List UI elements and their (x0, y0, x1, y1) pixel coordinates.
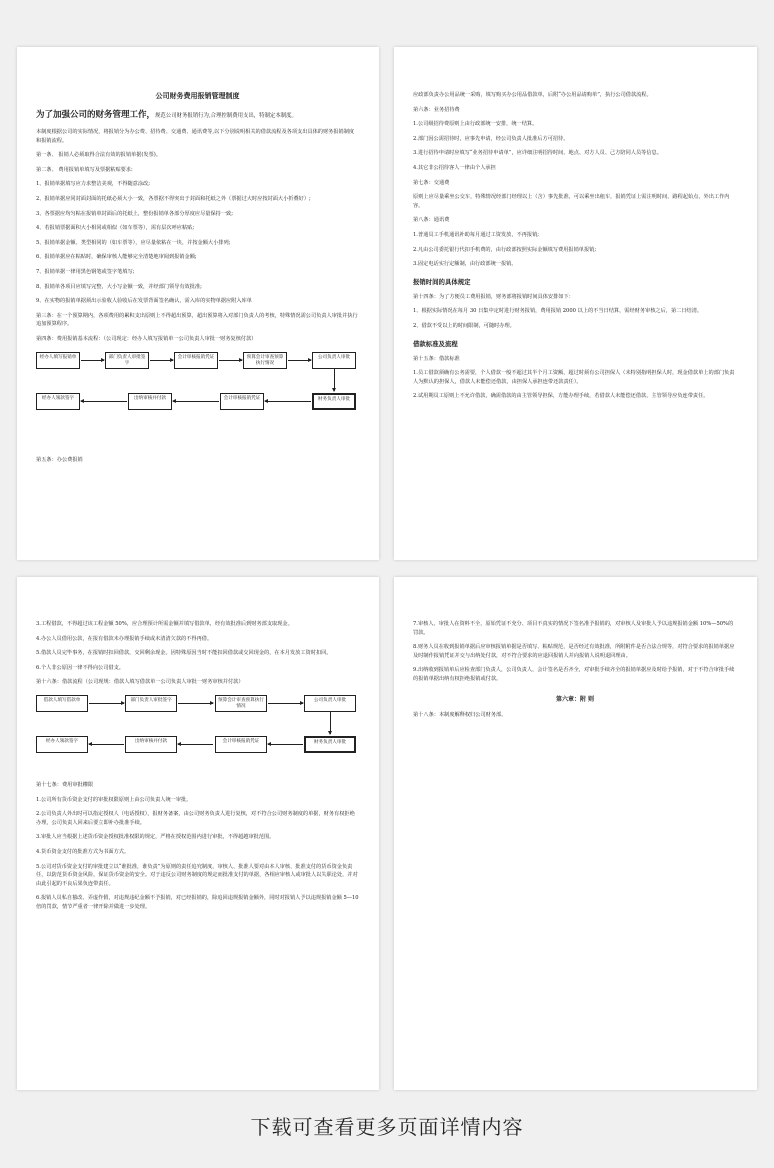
reimbursement-flowchart (36, 350, 359, 416)
paragraph: 4.货币资金支付的批准方式为书面方式。 (36, 848, 130, 855)
intro-paragraph: 为了加强公司的财务管理工作，规范公司财务报销行为,合理控制费用支出，特制定本制度。 (36, 110, 297, 120)
chapter-heading: 第六章：附 则 (555, 695, 595, 703)
paragraph: 3.审批人应当根据上述货币资金授权批准权限的规定，严格在授权范围内进行审批，不得超越审批范围。 (36, 834, 275, 841)
flow-step-box: 预算会计审查预算执行情况 (215, 695, 267, 712)
paragraph: 9、在实物的报销单据须出示验收人验收后在发票背面签名确认，需入库的实物单据应附入库单 (36, 298, 252, 305)
flow-arrow (268, 744, 303, 745)
page-2-body-b (413, 293, 737, 331)
download-more-prompt[interactable]: 下载可查看更多页面详情内容 (250, 1115, 524, 1139)
document-title: 公司财务费用报销管理制度 (155, 91, 240, 100)
flow-arrow (178, 744, 213, 745)
page-2-body-c (413, 355, 737, 401)
flow-step-box: 出纳审核并付款 (128, 393, 172, 410)
flow-step-box: 公司负责人审批 (304, 695, 356, 712)
paragraph: 第七条：交通费 (413, 179, 450, 186)
page-3-body-b (36, 781, 359, 912)
document-page-4 (394, 577, 757, 1090)
paragraph: 第十八条：本制度解释权归公司财务部。 (413, 711, 507, 718)
paragraph: 第三条：在一个预算期内，各项费用的累积支出原则上不得超出预算，超出预算将入对部门负责人的考核，特殊情况需公司负责人审批并执行追加预算程序。 (36, 312, 358, 328)
paragraph: 7、报销单据一律用黑色钢笔或签字笔填写; (36, 268, 135, 275)
paragraph: 5、报销单据金额、类型相同的（如车票等），应尽量依粘在一块，并按金额大小排列; (36, 239, 231, 246)
flow-step-box: 借款人填写借款单 (36, 695, 88, 712)
paragraph: 3、各票据应均匀粘在报销单封面后的托纸上，整份报销单各部分厚度应尽量保持一致; (36, 210, 233, 217)
paragraph: 2.部门因公需招待时，应事先申请，经公司负责人批准后方可招待。 (413, 135, 569, 142)
paragraph: 第六条：业务招待费 (413, 106, 460, 113)
paragraph: 6.个人非公原因一律不得向公司借支。 (36, 664, 124, 671)
section-heading: 第五条：办公费报销 (36, 456, 83, 463)
paragraph: 3.固定电话实行定额制，由行政部统一报销。 (413, 261, 517, 268)
section-heading: 报销时间的具体规定 (413, 277, 471, 286)
flow-arrow (265, 401, 311, 402)
paragraph: 第二条、 费用报销单填写及票据粘贴要求: (36, 166, 133, 173)
flow-arrow (150, 360, 173, 361)
paragraph: 第十四条：为了方便员工费用报销，财务部将报销时间具体安排如下： (413, 293, 574, 300)
paragraph: 1、报销单据填写应力求整洁美观，不得随意涂改; (36, 181, 150, 188)
flow-arrow-down (330, 712, 331, 734)
paragraph: 4、若报销票据面积大小相同或相似（如车票等），需有层次呼应粘贴; (36, 225, 195, 232)
flow-step-box: 公司负责人审批 (312, 352, 356, 369)
paragraph: 4.其它非公招待客人一律由个人承担 (413, 164, 496, 171)
paragraph: 1、根据实际情况在每月 30 日集中定时进行财务报销，费用报销 2000 以上的不当日结算，需经财务审核之后，第二日结清。 (413, 308, 703, 315)
loan-flowchart (36, 693, 359, 759)
flow-arrow (173, 401, 219, 402)
document-page-1 (17, 47, 379, 560)
paragraph: 8、报销单各项目应填写完整，大小写金额一致，并经部门领导有效批准; (36, 283, 202, 290)
document-page-2 (394, 47, 757, 560)
paragraph: 2、借款不受以上的时间限制，可随时办理。 (413, 322, 515, 329)
document-page-3 (17, 577, 379, 1090)
paragraph: 第十七条：费用审批權限 (36, 781, 94, 788)
paragraph: 1.公司级招待费原则上由行政部统一安排，统一结算。 (413, 121, 538, 128)
flow-step-box: 会计审核报销凭证 (215, 736, 267, 753)
paragraph: 3.工程借款，不得超过该工程金额 50%，应合理预计所需金额并填写借款单，经有效批准后到财务部支取现金。 (36, 621, 293, 627)
flow-step-box: 经办人领款签字 (36, 393, 80, 410)
flow-step-box: 财务负责人审批 (312, 393, 356, 410)
flow-step-box: 会计审核报销凭证 (220, 393, 264, 410)
page-1-body (36, 128, 359, 344)
paragraph: 3.进行招待申请时应填写“业务招待申请单”，应详细注明招待时间、地点、对方人员、己方陪同人员等信息。 (413, 150, 662, 157)
paragraph: 5.公司对货币资金支付的审批建立以“谁批准，谁负责”为原则的责任追究制度，审核人、批准人要对由本人审核、批准支付的货币资金负责任，以防范货币资金风险，保证货币资金的安全。对于违反公司财务制度的规定而批准支付的单据，各相应审核人或审批人以失职论处，并对由此引起的不良后果负连带责任。 (36, 863, 358, 887)
flow-step-box: 预算会计审查预算执行情况 (243, 352, 287, 369)
page-3-body-a (36, 620, 359, 687)
paragraph: 第十五条：借款标准 (413, 355, 460, 362)
flow-arrow (81, 401, 127, 402)
paragraph: 6、报销单据应在粘贴时，确保审核人能够完全清楚地审阅到报销金额; (36, 254, 197, 261)
paragraph: 1.普通员工手机通讯补助每月通过工资发放，不再报销; (413, 231, 540, 238)
flow-arrow (89, 703, 124, 704)
paragraph: 2.凡由公司委托银行代扣手机费的，由行政部按照实际金额填写费用报销单报销; (413, 246, 597, 253)
section-heading: 借款标准及流程 (413, 339, 458, 348)
flow-step-box: 出纳审核并付款 (125, 736, 177, 753)
flow-arrow (268, 703, 303, 704)
paragraph: 第一条、 报销人必须取得合法有效的报销单据(发票)。 (36, 152, 162, 159)
flow-step-box: 经办人填写报销单 (36, 352, 80, 369)
paragraph: 2.公司负责人外出时可以指定授权人（电话授权），报财务备案，由公司财务负责人进行复核，对不符合公司财务制度的单据，财务有权拒绝办理，公司负责人回来后要立即补办批准手续。 (36, 811, 355, 826)
page-2-body-a (413, 91, 737, 269)
flow-arrow (81, 360, 104, 361)
paragraph: 应政部负责办公用品统一采购，填写购买办公用品借款单，后附“办公用品请购单”，执行公司借款流程。 (413, 92, 652, 98)
paragraph: 2.试用期员工原则上不允许借款，确需借款的由主管领导担保，方能办理手续，若借款人未能偿还借款，主管领导应负连带责任。 (413, 393, 709, 400)
paragraph: 1.员工借款须确有公务需要，个人借款一般不超过其半个月工资额，超过时须有公司担保人（未特别指明担保人时，现金借款单上的部门负责人为默认的担保人，借款人未能偿还借款，由担保人承担连带还款责任）。 (413, 370, 735, 385)
paragraph: 1.公司所有货币资金支付的审批权限原则上由公司负责人统一审批。 (36, 796, 192, 803)
paragraph: 第八条：通讯费 (413, 217, 450, 224)
flow-arrow (288, 360, 311, 361)
paragraph: 8.财务人员在收到报销单据后应审核报销单据是否填写、粘贴规范，是否经过有效批准，所附附件是否合法合规等，对符合要求的报销单据应及时制作报销凭证并交与出纳处付款，对不符合要求的应退回报销人并向报销人说明退回理由。 (413, 644, 735, 659)
paragraph: 5.借款人员完毕事务，在报销时扣回借款，交回剩余现金。因特殊原因当时不能扣回借款或交回现金的，在本月发放工资时扣回。 (36, 650, 332, 657)
paragraph: 7.审核人、审批人在资料不全，原始凭证不充分、项目不真实的情况下签名准予报销的，对审核人及审批人予以违规报销金额 10%—50%的罚款。 (413, 621, 734, 636)
page-4-body (413, 620, 737, 684)
paragraph: 原则上应尽量乘坐公交车，特殊情况经部门经理以上（含）事先批准，可以乘坐出租车，报销凭证上需注明时间、路程起始点，外出工作内容。 (413, 194, 730, 209)
paragraph: 第十六条：借款流程（公司现规：借款人填写借款单一公司负责人审批一财务审核并付款） (36, 679, 244, 686)
flow-step-box: 会计审核报销凭证 (174, 352, 218, 369)
paragraph: 4.办公人员借用公款，在报有借款未办理报销手续或未清清欠款的不得再借。 (36, 635, 213, 642)
flow-arrow (219, 360, 242, 361)
flow-arrow (178, 703, 213, 704)
paragraph: 2、报销单据应同封面封面的托纸必须大小一致，各票据不得突出于封面和托纸之外（票据过大时应按封面大小折叠好）; (36, 195, 311, 202)
paragraph: 第四条：费用报销基本流程：（公司现定：经办人填写报销单一公司负责人审批一财务复核付款） (36, 335, 257, 342)
paragraph: 6.报销人员私自篡改、弄虚作假，对违规违纪金额不予报销，对已经报销的，除追回违规报销金额外，同时对报销人予以违规报销金额 5—10 倍的罚款，情节严重者一律开除并做进一步处理。 (36, 895, 359, 910)
flow-step-box: 财务负责人审批 (304, 736, 356, 753)
flow-step-box: 部门负责人审批签字 (125, 695, 177, 712)
flow-step-box: 部门负责人审批签字 (105, 352, 149, 369)
flow-step-box: 经办人领款签字 (36, 736, 88, 753)
flow-arrow (89, 744, 124, 745)
paragraph: 本制度根据公司的实际情况，将报销分为办公费、招待费、交通费、通讯费等,以下分别说明相关的借款流程及各项支出具体的财务报销制度和报销流程。 (36, 129, 355, 144)
paragraph: 9.出纳收到报销单后应检查部门负责人，公司负责人，会计签名是否齐全，对审批手续齐全的报销单据应及时给予报销，对于不符合审批手续的报销单据出纳有权拒绝报销或付款。 (413, 667, 735, 682)
flow-arrow-down (334, 369, 335, 391)
